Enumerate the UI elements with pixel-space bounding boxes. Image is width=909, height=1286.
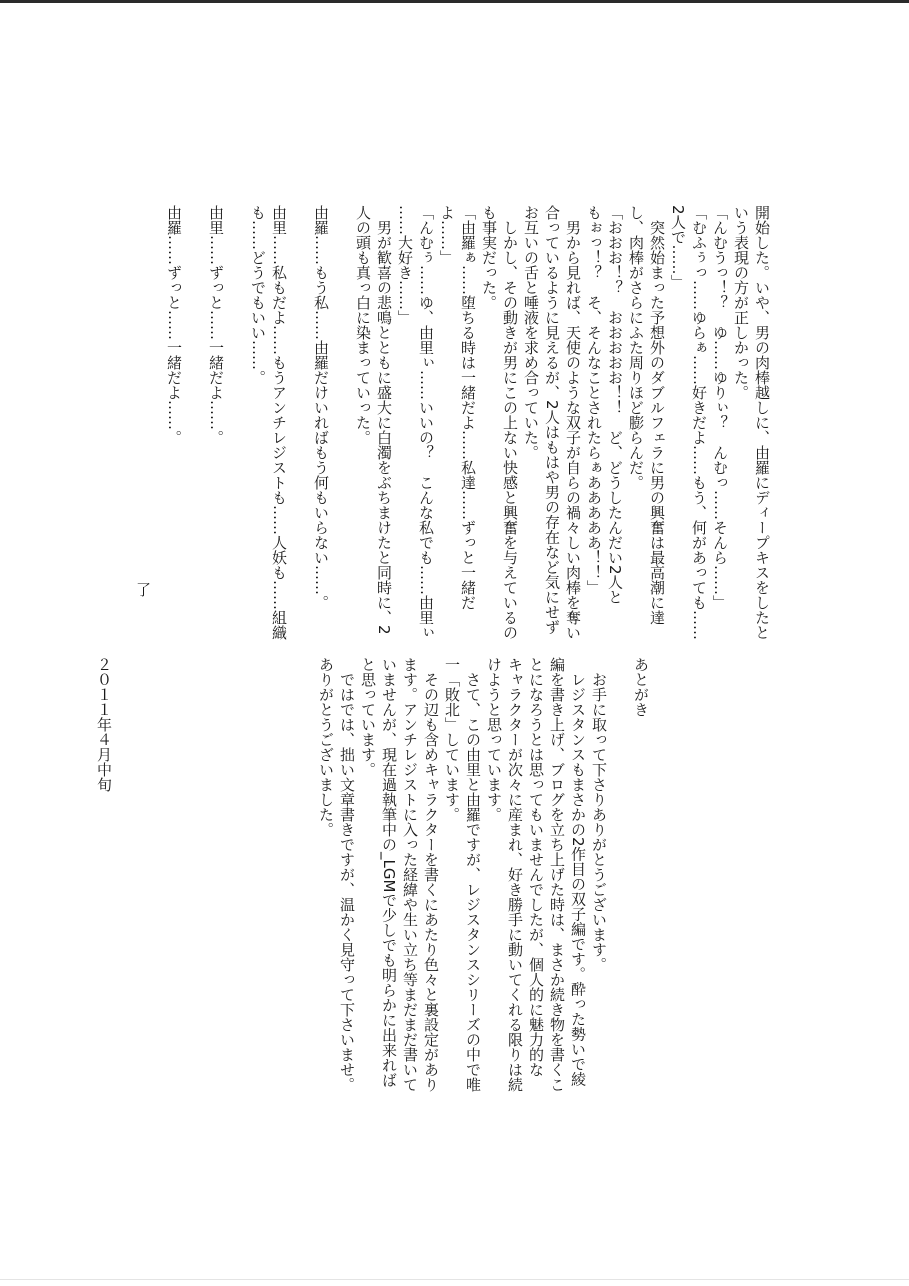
afterword-date: ２０１１年４月中旬	[95, 657, 113, 792]
afterword-title: あとがき	[632, 657, 650, 717]
story-line: 由羅……もう私……由羅だけいればもう何もいらない……。	[312, 205, 330, 610]
story-line: いう表現の方が正しかった。	[732, 205, 750, 400]
story-line: 「んむうっ！？ ゆ……ゆりぃ？ んむっ……そんら……」	[711, 205, 729, 610]
story-line: 由里……私もだよ……もうアンチレジストも……人妖も……組織	[270, 205, 288, 640]
story-line: 由羅……ずっと……一緒だよ……。	[165, 205, 183, 445]
afterword-line: キャラクターが次々に産まれ、好き勝手に動いてくれる限りは続	[506, 657, 524, 1092]
story-line: もぉっ！？ そ、そんなことされたらぁあああああ！！」	[585, 205, 603, 595]
story-line: 男から見れば、天使のような双子が自らの禍々しい肉棒を奪い	[564, 205, 582, 640]
afterword-blank-line	[609, 657, 630, 1177]
afterword-line: ます。アンチレジストに入った経緯や生い立ち等まだまだ書いて	[401, 657, 419, 1092]
story-line: し、肉棒がさらにふた周りほど膨らんだ。	[627, 205, 645, 490]
afterword-blank-line	[294, 657, 315, 1177]
story-line: 2人で……」	[669, 205, 687, 290]
afterword-text-block	[95, 657, 651, 1177]
afterword-line: レジスタンスもまさかの2作目の双子編です。酔った勢いで綾	[569, 657, 587, 1087]
story-text-block	[132, 205, 772, 675]
story-line: 人の頭も真っ白に染まっていった。	[354, 205, 372, 445]
story-line: ……大好き……」	[396, 205, 414, 325]
afterword-line: ではでは、拙い文章書きですが、温かく見守って下さいませ。	[338, 657, 356, 1092]
story-line: しかし、その動きが男にこの上ない快感と興奮を与えているの	[501, 205, 519, 640]
story-blank-line	[289, 205, 310, 675]
story-line: 「おおお！？ おおおおお！！ ど、どうしたんだい2人と	[606, 205, 624, 605]
story-line: 突然始まった予想外のダブルフェラに男の興奮は最高潮に達	[648, 205, 666, 625]
story-line: 「んむぅ……ゆ、由里ぃ……いいの？ こんな私でも……由里ぃ	[417, 205, 435, 640]
afterword-line: とになろうとは思ってもいませんでしたが、個人的に魅力的な	[527, 657, 545, 1077]
afterword-line: 一「敗北」しています。	[443, 657, 461, 822]
afterword-line: けようと思っています。	[485, 657, 503, 822]
story-line: 合っているように見えるが、2人はもはや男の存在など気にせず	[543, 205, 561, 635]
afterword-line: 編を書き上げ、ブログを立ち上げた時は、まさか続き物を書くこ	[548, 657, 566, 1092]
story-line: 開始した。いや、男の肉棒越しに、由羅にディープキスをしたと	[753, 205, 771, 640]
end-mark: 了	[136, 581, 152, 599]
afterword-line: お手に取って下さりありがとうございます。	[590, 657, 608, 972]
story-line: 「むふぅっ……ゆらぁ……好きだよ……もう、何があっても……	[690, 205, 708, 640]
story-line: お互いの舌と唾液を求め合っていた。	[522, 205, 540, 460]
bottom-scan-line	[0, 1279, 909, 1280]
story-line: も……どうでもいい……。	[249, 205, 267, 385]
story-line: も事実だった。	[480, 205, 498, 310]
story-line: 由里……ずっと……一緒だよ……。	[207, 205, 225, 445]
story-blank-line	[184, 205, 205, 675]
story-line: よ……」	[438, 205, 456, 265]
afterword-line: その辺も含めキャラクターを書くにあたり色々と裏設定があり	[422, 657, 440, 1092]
afterword-line: いませんが、現在過執筆中の_LGMで少しでも明らかに出来れば	[380, 657, 398, 1088]
story-line: 「由羅ぁ……堕ちる時は一緒だよ……私達……ずっと一緒だ	[459, 205, 477, 610]
afterword-line: さて、この由里と由羅ですが、レジスタンスシリーズの中で唯	[464, 657, 482, 1092]
afterword-line: と思っています。	[359, 657, 377, 777]
afterword-line: ありがとうございました。	[317, 657, 335, 837]
story-blank-line	[331, 205, 352, 675]
story-line: 男が歓喜の悲鳴とともに盛大に白濁をぶちまけたと同時に、2	[375, 205, 393, 635]
story-blank-line	[226, 205, 247, 675]
top-border-line	[0, 0, 909, 3]
